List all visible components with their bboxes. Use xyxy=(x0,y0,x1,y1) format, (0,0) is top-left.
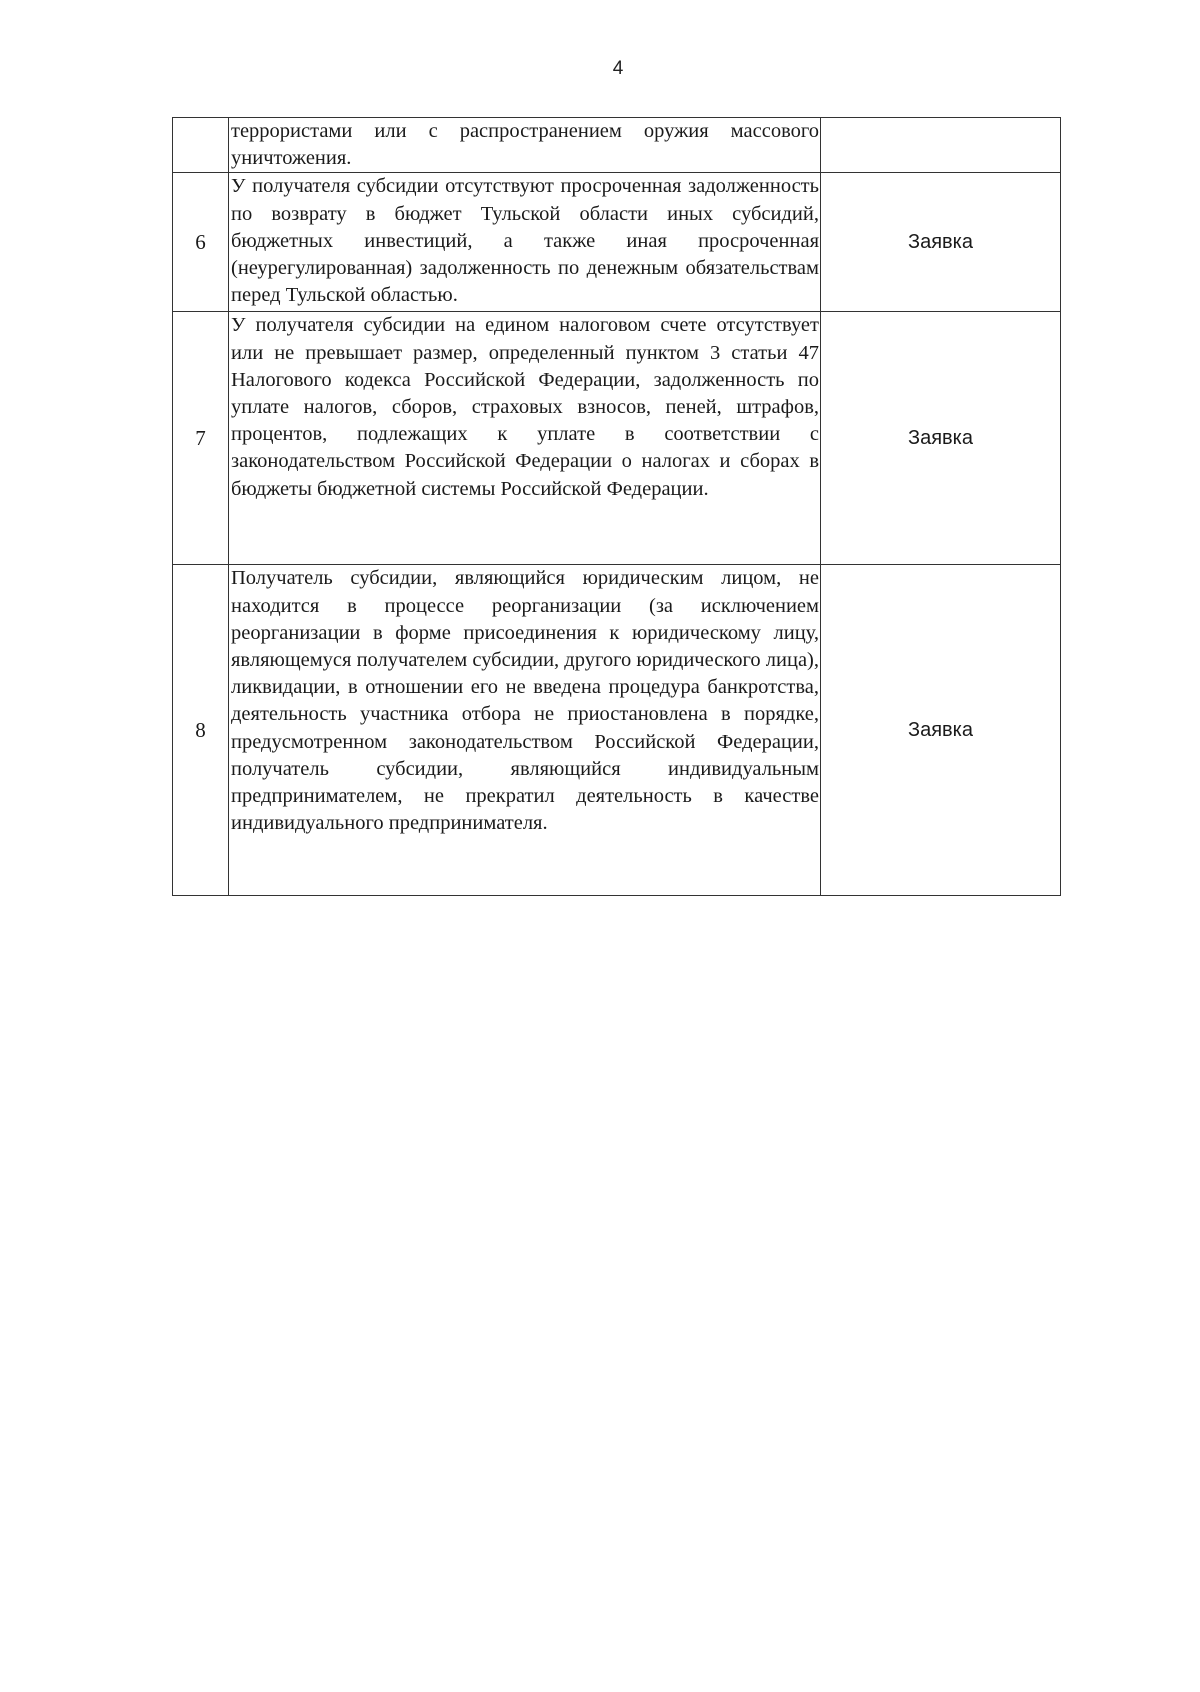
requirement-text: У получателя субсидии отсутствуют просроченная задолженность по возврату в бюджет Тульской области иных субсидий, бюджетных инвестиций, а также иная просроченная (неурегулированная) задолженность по денежным обязательствам перед Тульской областью. xyxy=(229,173,821,312)
row-number: 7 xyxy=(173,312,229,565)
requirement-text: У получателя субсидии на едином налоговом счете отсутствует или не превышает размер, определенный пунктом 3 статьи 47 Налогового кодекса Российской Федерации, задолженность по уплате налогов, сборов, страховых взносов, пеней, штрафов, процентов, подлежащих к уплате в соответствии с законодательством Российской Федерации о налогах и сборах в бюджеты бюджетной системы Российской Федерации. xyxy=(229,312,821,565)
document-name: Заявка xyxy=(821,565,1061,896)
table-row xyxy=(173,173,1061,312)
requirement-text: террористами или с распространением оружия массового уничтожения. xyxy=(229,118,821,173)
table-row xyxy=(173,565,1061,896)
table-row xyxy=(173,118,1061,173)
document-name: Заявка xyxy=(821,173,1061,312)
row-number: 8 xyxy=(173,565,229,896)
requirements-table xyxy=(172,117,1061,896)
table-row xyxy=(173,312,1061,565)
row-number xyxy=(173,118,229,173)
page-number: 4 xyxy=(612,58,624,79)
document-name xyxy=(821,118,1061,173)
requirement-text: Получатель субсидии, являющийся юридическим лицом, не находится в процессе реорганизации (за исключением реорганизации в форме присоединения к юридическому лицу, являющемуся получателем субсидии, другого юридического лица), ликвидации, в отношении его не введена процедура банкротства, деятельность участника отбора не приостановлена в порядке, предусмотренном законодательством Российской Федерации, получатель субсидии, являющийся индивидуальным предпринимателем, не прекратил деятельность в качестве индивидуального предпринимателя. xyxy=(229,565,821,896)
row-number: 6 xyxy=(173,173,229,312)
document-name: Заявка xyxy=(821,312,1061,565)
